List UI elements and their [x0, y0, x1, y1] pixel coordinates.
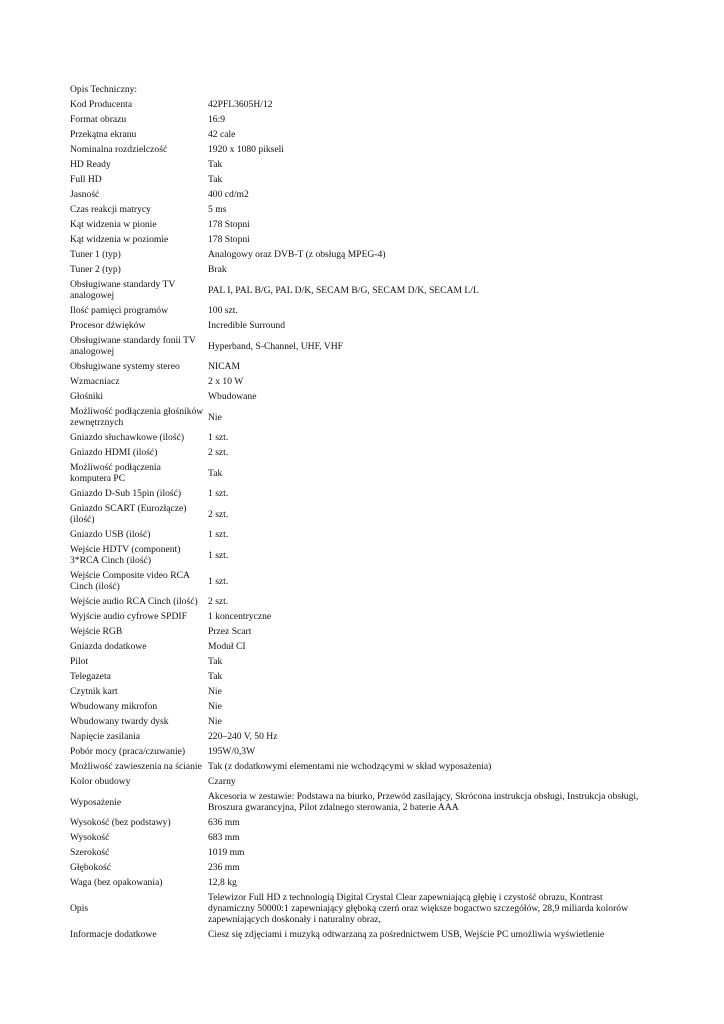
spec-value: Tak — [208, 467, 223, 479]
spec-row — [70, 127, 670, 142]
spec-value: Telewizor Full HD z technologią Digital Crystal Clear zapewniającą głębię i czystość obrazu, Kontrast dynamiczny 50000:1 zapewniający głęboką czerń oraz większe bogactwo szczegółów, 28,9 miliarda kolorów zapewniających doskonały i naturalny obraz, — [208, 892, 629, 925]
spec-label: Ilość pamięci programów — [70, 305, 169, 316]
spec-label: Głośniki — [70, 391, 104, 402]
spec-label: Szerokość — [70, 847, 110, 858]
spec-label: Możliwość zawieszenia na ścianie — [70, 761, 202, 772]
spec-value: 5 ms — [208, 204, 227, 215]
spec-row — [70, 172, 670, 187]
spec-value: 1 szt. — [208, 549, 229, 561]
spec-label: Głębokość — [70, 862, 112, 873]
spec-row — [70, 187, 670, 202]
spec-label: Format obrazu — [70, 114, 127, 125]
spec-row — [70, 875, 670, 890]
spec-label: Obsługiwane standardy TV analogowej — [70, 279, 176, 301]
spec-label: Wbudowany mikrofon — [70, 701, 158, 712]
spec-value: Moduł CI — [208, 641, 246, 652]
spec-value: Nie — [208, 701, 222, 712]
spec-value: 236 mm — [208, 862, 240, 873]
spec-row — [70, 262, 670, 277]
spec-label: Wbudowany twardy dysk — [70, 716, 169, 727]
spec-label: Kod Producenta — [70, 99, 133, 110]
spec-value: 178 Stopni — [208, 219, 250, 230]
spec-label: Wysokość (bez podstawy) — [70, 817, 171, 828]
spec-value: Tak — [208, 159, 223, 170]
spec-value: 2 szt. — [208, 508, 229, 520]
spec-label: Wysokość — [70, 832, 110, 843]
spec-value: Hyperband, S-Channel, UHF, VHF — [208, 340, 343, 352]
spec-value: 683 mm — [208, 832, 240, 843]
spec-row — [70, 624, 670, 639]
spec-row — [70, 430, 670, 445]
spec-value: Incredible Surround — [208, 320, 285, 331]
spec-row — [70, 404, 670, 430]
spec-label: Tuner 2 (typ) — [70, 264, 121, 275]
spec-label: Możliwość podłączenia komputera PC — [70, 462, 161, 484]
spec-label: Gniazdo HDMI (ilość) — [70, 447, 158, 458]
spec-row — [70, 359, 670, 374]
spec-value: 1 szt. — [208, 488, 229, 499]
spec-label: Opis — [70, 903, 89, 914]
spec-value: 2 szt. — [208, 596, 229, 607]
spec-label: Full HD — [70, 174, 102, 185]
spec-label: Pobór mocy (praca/czuwanie) — [70, 746, 186, 757]
spec-row — [70, 501, 670, 527]
spec-label: Gniazdo słuchawkowe (ilość) — [70, 432, 185, 443]
spec-label: Obsługiwane standardy fonii TV analogowej — [70, 335, 196, 357]
spec-value: 400 cd/m2 — [208, 189, 249, 200]
spec-label: Wejście audio RCA Cinch (ilość) — [70, 596, 198, 607]
spec-row — [70, 568, 670, 594]
spec-document — [70, 82, 670, 942]
spec-label: Przekątna ekranu — [70, 129, 137, 140]
spec-row — [70, 845, 670, 860]
spec-row — [70, 542, 670, 568]
spec-label: Jasność — [70, 189, 100, 200]
spec-row — [70, 247, 670, 262]
spec-label: Gniazdo SCART (Eurozłącze) (ilość) — [70, 503, 187, 525]
spec-value: 42PFL3605H/12 — [208, 99, 273, 110]
spec-value: Nie — [208, 686, 222, 697]
spec-row — [70, 486, 670, 501]
spec-row — [70, 669, 670, 684]
spec-value: Tak — [208, 174, 223, 185]
spec-label: Gniazdo D-Sub 15pin (ilość) — [70, 488, 182, 499]
spec-value: 100 szt. — [208, 305, 238, 316]
spec-label: Wejście HDTV (component) 3*RCA Cinch (ilość) — [70, 544, 181, 566]
spec-row — [70, 527, 670, 542]
spec-label: Napięcie zasilania — [70, 731, 141, 742]
spec-value: Nie — [208, 411, 222, 423]
spec-value: 1 szt. — [208, 529, 229, 540]
spec-value: 2 x 10 W — [208, 376, 244, 387]
spec-value: Przez Scart — [208, 626, 252, 637]
spec-value: PAL I, PAL B/G, PAL D/K, SECAM B/G, SECAM D/K, SECAM L/L — [208, 284, 479, 296]
spec-value: NICAM — [208, 361, 240, 372]
document-heading: Opis Techniczny: — [70, 84, 138, 95]
spec-value: 195W/0,3W — [208, 746, 256, 757]
spec-value: Brak — [208, 264, 227, 275]
spec-value: 178 Stopni — [208, 234, 250, 245]
spec-row — [70, 744, 670, 759]
spec-label: Nominalna rozdzielczość — [70, 144, 168, 155]
spec-label: Kąt widzenia w poziomie — [70, 234, 169, 245]
spec-label: Wejście Composite video RCA Cinch (ilość) — [70, 570, 190, 592]
spec-value: 1 szt. — [208, 575, 229, 587]
spec-label: Wejście RGB — [70, 626, 123, 637]
spec-row — [70, 232, 670, 247]
spec-table-body — [70, 97, 670, 942]
spec-row — [70, 890, 670, 927]
spec-row — [70, 202, 670, 217]
spec-label: Tuner 1 (typ) — [70, 249, 121, 260]
spec-row — [70, 789, 670, 815]
spec-row — [70, 112, 670, 127]
spec-label: Wzmacniacz — [70, 376, 120, 387]
spec-value: Analogowy oraz DVB-T (z obsługą MPEG-4) — [208, 249, 386, 260]
spec-label: Wyjście audio cyfrowe SPDIF — [70, 611, 187, 622]
spec-row — [70, 699, 670, 714]
spec-value: 1920 x 1080 pikseli — [208, 144, 284, 155]
spec-row — [70, 333, 670, 359]
spec-value: Wbudowane — [208, 391, 257, 402]
spec-label: Informacje dodatkowe — [70, 929, 157, 940]
spec-row — [70, 815, 670, 830]
spec-label: Gniazda dodatkowe — [70, 641, 147, 652]
spec-row — [70, 445, 670, 460]
spec-row — [70, 303, 670, 318]
spec-label: Wyposażenie — [70, 796, 122, 808]
spec-row — [70, 860, 670, 875]
spec-value: Tak (z dodatkowymi elementami nie wchodzącymi w skład wyposażenia) — [208, 761, 492, 772]
spec-row — [70, 389, 670, 404]
spec-row — [70, 774, 670, 789]
spec-row — [70, 594, 670, 609]
spec-value: 220–240 V, 50 Hz — [208, 731, 278, 742]
spec-value: 1019 mm — [208, 847, 245, 858]
spec-row — [70, 654, 670, 669]
spec-row — [70, 927, 670, 942]
spec-row — [70, 97, 670, 112]
spec-value: 16:9 — [208, 114, 226, 125]
spec-value: Tak — [208, 656, 223, 667]
spec-value: 12,8 kg — [208, 877, 237, 888]
spec-row — [70, 714, 670, 729]
spec-label: Gniazdo USB (ilość) — [70, 529, 151, 540]
spec-row — [70, 460, 670, 486]
spec-label: Możliwość podłączenia głośników zewnętrznych — [70, 406, 204, 428]
spec-label: Procesor dźwięków — [70, 320, 146, 331]
spec-value: Czarny — [208, 776, 236, 787]
spec-value: 1 koncentryczne — [208, 611, 272, 622]
spec-label: Waga (bez opakowania) — [70, 877, 163, 888]
spec-row — [70, 684, 670, 699]
spec-value: Akcesoria w zestawie: Podstawa na biurko, Przewód zasilający, Skrócona instrukcja obsługi, Instrukcja obsługi, Broszura gwarancyjna, Pilot zdalnego sterowania, 2 baterie AAA — [208, 791, 639, 813]
spec-row — [70, 830, 670, 845]
spec-label: HD Ready — [70, 159, 111, 170]
spec-value: 1 szt. — [208, 432, 229, 443]
spec-label: Pilot — [70, 656, 89, 667]
spec-row — [70, 609, 670, 624]
spec-value: 2 szt. — [208, 447, 229, 458]
spec-row — [70, 729, 670, 744]
spec-value: Tak — [208, 671, 223, 682]
spec-label: Obsługiwane systemy stereo — [70, 361, 180, 372]
spec-value: Nie — [208, 716, 222, 727]
spec-label: Telegazeta — [70, 671, 111, 682]
spec-value: Ciesz się zdjęciami i muzyką odtwarzaną za pośrednictwem USB, Wejście PC umożliwia wyświetlenie — [208, 929, 605, 940]
spec-value: 636 mm — [208, 817, 240, 828]
spec-table — [70, 97, 670, 942]
spec-row — [70, 759, 670, 774]
spec-row — [70, 157, 670, 172]
spec-row — [70, 639, 670, 654]
spec-row — [70, 374, 670, 389]
spec-label: Kąt widzenia w pionie — [70, 219, 157, 230]
spec-row — [70, 318, 670, 333]
spec-row — [70, 277, 670, 303]
spec-row — [70, 142, 670, 157]
spec-row — [70, 217, 670, 232]
spec-label: Czytnik kart — [70, 686, 118, 697]
spec-value: 42 cale — [208, 129, 236, 140]
spec-label: Czas reakcji matrycy — [70, 204, 151, 215]
spec-label: Kolor obudowy — [70, 776, 131, 787]
